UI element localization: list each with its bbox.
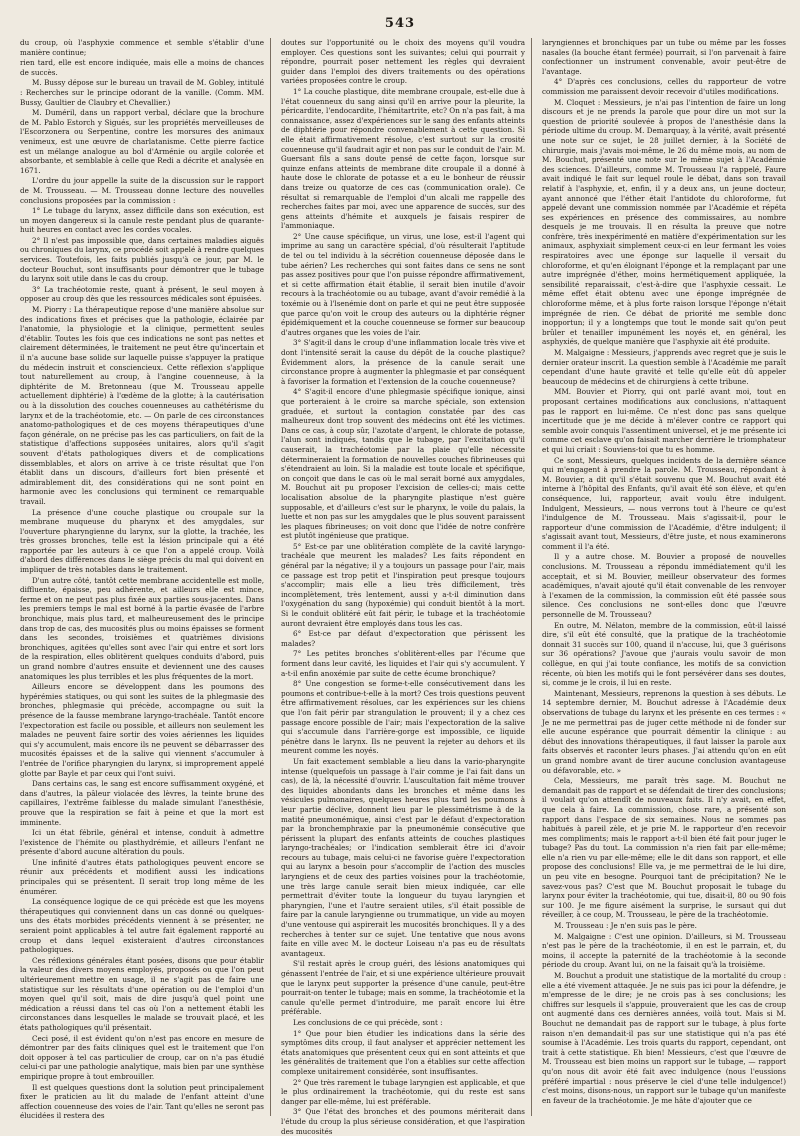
paragraph: M. Bouchut a produit une statistique de la mortalité du croup : elle a été vivement attaquée. Je ne suis pas ici pour la défendre, je m'empresse de le dire; je ne crois pas à ses conclusions; les chiffres sur lesquels il s'appuie, prouveraient que les cas de croup ont augmenté dans ces dernières années, voilà tout. Mais si M. Bouchut ne demandait pas de rapport sur le tubage, à plus forte raison n'en demandait-il pas sur une statistique qui n'a pas été soumise à l'Académie. Les trois quarts du rapport, cependant, ont trait à cette statistique. Eh bien! Messieurs, c'est que l'œuvre de M. Trousseau est bien moins un rapport sur le tubage, — rapport qu'on nous dit avoir été fait avec indulgence (nous l'eussions préféré impartial : nous préserve le ciel d'une telle indulgence!) c'est moins, disons-nous, un rapport sur le tubage qu'un manifeste en faveur de la trachéotomie. Je me hâte d'ajouter que ce xyxy=(542,971,786,1105)
paragraph: 1° La couche plastique, dite membrane croupale, est-elle due à l'état couenneux du sang ainsi qu'il en arrive pour la pleurite, la péricardite, l'endocardite, l'hémitartrite, etc? On n'a pas fait, à ma connaissance, assez d'expériences sur le sang des enfants atteints de diphtérie pour répondre convenablement à cette question. Si elle était affirmativement résolue, c'est surtout sur la crosité couenneuse qu'il faudrait agir et non pas sur le conduit de l'air. M. Guersant fils a sans doute pensé de cette façon, lorsque sur quinze enfans atteints de membrane dite croupale il a donné à haute dose le chlorate de potasse et a eu le bonheur de réussir dans treize ou quatorze de ces cas (communication orale). Ce résultat si remarquable de l'emploi d'un alcali me rappelle des recherches faites par moi, avec une apparence de succès, sur des gens atteints d'hémite et auxquels je faisais respirer de l'ammoniaque. xyxy=(281,86,525,231)
paragraph: L'ordre du jour appelle la suite de la discussion sur le rapport de M. Trousseau. — M. Trousseau donne lecture des nouvelles conclusions proposées par la commission : xyxy=(20,176,264,205)
paragraph: Ici un état fébrile, général et intense, conduit à admettre l'existence de l'hémite ou plasthydrémie, et ailleurs l'enfant ne présente d'abord aucune altération du pouls. xyxy=(20,828,264,857)
paragraph: 8° Une congestion se forme-t-elle consécutivement dans les poumons et contribue-t-elle à la mort? Ces trois questions peuvent être affirmativement résolues, car les expériences sur les chiens que l'on fait périr par strangulation le prouvent; il y a chez ces passage encore possible de l'air; mais l'expectoration de la salive qui s'accumule dans l'arrière-gorge est impossible, ce liquide pénètre dans le larynx. Ils ne peuvent la rejeter au dehors et ils meurent comme les noyés. xyxy=(281,679,525,756)
paragraph: Dans certains cas, le sang est encore suffisamment oxygéné, et dans d'autres, la pâleur violacée des lèvres, la teinte brune des capillaires, l'extrême faiblesse du malade simulant l'anesthésie, prouve que la respiration se fait à peine et que la mort est imminente. xyxy=(20,779,264,827)
paragraph: D'un autre côté, tantôt cette membrane accidentelle est molle, diffluente, épaisse, peu adhérente, et ailleurs elle est mince, ferme et on ne peut pas plus fixée aux parties sous-jacentes. Dans les premiers temps le mal est borné à la partie évasée de l'arbre bronchique, mais plus tard, et malheureusement des le principe dans trop de cas, des mucosités plus ou moins épaisses se forment dans les secondes, troisièmes et quatrièmes divisions bronchiques, agitées qu'elles sont avec l'air qui entre et sort lors de la respiration, elles oblitèrent quelques conduits d'abord, puis un grand nombre d'autres ensuite et deviennent une des causes anatomiques les plus terribles et les plus fréquentes de la mort. xyxy=(20,575,264,681)
paragraph: La présence d'une couche plastique ou croupale sur la membrane muqueuse du pharynx et des amygdales, sur l'ouverture pharyngienne du larynx, sur la glotte, la trachée, les très grosses bronches, telle est la lésion principale qui a été rapportée par les auteurs à ce que l'on a appelé croup. Voilà d'abord des différences dans le siège précis du mal qui doivent en impliquer de très notables dans le traitement. xyxy=(20,507,264,575)
paragraph: Cela, Messieurs, me paraît très sage. M. Bouchut ne demandait pas de rapport et se défendait de tirer des conclusions; il voulait qu'on attendît de nouveaux faits. Il n'y avait, en effet, que cela à faire. La commission, chose rare, a présenté son rapport dans l'espace de six semaines. Nous ne sommes pas habitués à pareil zèle, et je prie M. le rapporteur d'en recevoir mes compliments; mais le rapport a-t-il bien été fait pour juger le tubage? Pas du tout. La commission n'a rien fait par elle-même; elle n'a rien vu par elle-même; elle le dit dans son rapport, et elle propose des conclusions! Elle va, je me permettrai de le lui dire, un peu vite en besogne. Pourquoi tant de précipitation? Ne le savez-vous pas? C'est que M. Bouchut proposait le tubage du larynx pour éviter la trachéotomie, qui tue, disait-il, 80 ou 90 fois sur 100. Je me figure aisément la surprise, le sursaut qui dut réveiller, à ce coup, M. Trousseau, le père de la trachéotomie. xyxy=(542,776,786,920)
paragraph: 6° Est-ce par défaut d'expectoration que périssent les malades? xyxy=(281,629,525,648)
paragraph: 1° Le tubage du larynx, assez difficile dans son exécution, est un moyen dangereux si la canule reste pendant plus de quarante-huit heures en contact avec les cordes vocales. xyxy=(20,206,264,235)
paragraph: M. Bussy dépose sur le bureau un travail de M. Gobley, intitulé : Recherches sur le principe odorant de la vanille. (Comm. MM. Bussy, Gaultier de Claubry et Chevallier.) xyxy=(20,78,264,107)
paragraph: 3° La trachéotomie reste, quant à présent, le seul moyen à opposer au croup dès que les ressources médicales sont épuisées. xyxy=(20,284,264,304)
paragraph: M. Piorry : La thérapeutique repose d'une manière absolue sur des indications fixes et précises que la pathologie, éclairée par l'anatomie, la physiologie et la clinique, permettent seules d'établir. Toutes les fois que ces indications ne sont pas nettes et clairement déterminées, le traitement ne peut être qu'incertain et il n'a aucune base solide sur laquelle puisse s'appuyer la pratique du médecin instruit et consciencieux. Cette réflexion s'applique tout naturellement au croup, à l'angine couenneuse, à la diphtérite de M. Bretonneau (que M. Trousseau appelle actuellement diphtérie) à l'œdème de la glotte; à la cautérisation ou à la dissolution des couches couenneuses au cathétérisme du larynx et de la trachéotomie, etc. — On parle de ces circonstances anatomo-pathologiques et de ces moyens thérapeutiques d'une façon générale, on ne précise pas les cas particuliers, on fait de la statistique d'affections supposées unitaires, alors qu'il s'agit souvent d'états pathologiques divers et de complications dissemblables, et alors on arrive à ce triste résultat que l'on établit dans un discours, d'ailleurs fort bien présenté et admirablement dit, des considérations qui ne sont point en harmonie avec les conclusions qui terminent ce remarquable travail. xyxy=(20,305,264,506)
paragraph: 3° Que l'état des bronches et des poumons mériterait dans l'étude du croup la plus sérieuse considération, et que l'aspiration des mucosités xyxy=(281,1107,525,1136)
paragraph: Ces réflexions générales étant posées, disons que pour établir la valeur des divers moyens employés, proposés ou que l'on peut ultérieurement mettre en usage, il ne s'agit pas de faire une statistique sur les résultats d'une opération ou de l'emploi d'un moyen quel qu'il soit, mais de dire jusqu'à quel point une médication a réussi dans tel cas où l'on a nettement établi les circonstances dans lesquelles le malade se trouvait placé, et les états pathologiques qu'il présentait. xyxy=(20,955,264,1032)
text-columns xyxy=(20,38,786,1136)
paragraph: 2° Que très rarement le tubage laryngien est applicable, et que le plus ordinairement la trachéotomie, qui du reste est sans danger par elle-même, lui est préférable. xyxy=(281,1077,525,1106)
paragraph: MM. Bouvier et Piorry, qui ont parlé avant moi, tout en proposant certaines modifications aux conclusions, n'attaquent pas le rapport en lui-même. Ce n'est donc pas sans quelque incertitude que je me décide à m'élever contre ce rapport qui semble avoir conquis l'assentiment universel, et je me présente ici comme cet esclave qu'on faisait marcher derrière le triomphateur et qui lui criait : Souviens-toi que tu es homme. xyxy=(542,387,786,454)
paragraph: Un fait exactement semblable a lieu dans la vario-pharyngite intense (quelquefois un passage à l'air comme je l'ai fait dans un cas), de là, la nécessité d'ouvrir. L'auscultation fait même trouver des liquides abondants dans les bronches et même dans les vésicules pulmonaires, quelques heures plus tard les poumons à leur partie déclive, donnent lieu par le plessimétrisme à de la matité pneumonémique, ainsi c'est par le défaut d'expectoration par la bronchemphraxie par la pneumonémie consécutive que périssent la plupart des enfants atteints de couches plastiques laryngo-trachéales; or l'indication semblerait être ici d'avoir recours au tubage, mais celui-ci ne favorise guère l'expectoration qui au larynx a besoin pour s'accomplir de l'action des muscles laryngiens et de ceux des parties voisines pour la trachéotomie, une très large canule serait bien mieux indiquée, car elle permettrait d'éviter toute la longueur du tuyau laryngien et pharyngien, l'une et l'autre seraient utiles, s'il était possible de faire par la canule laryngienne ou trummatique, un vide au moyen d'une ventouse qui aspirerait les mucosités bronchiques. Il y a des recherches à tenter sur ce sujet. Une tentative que nous avons faite en ville avec M. le docteur Loiseau n'a pas eu de résultats avantageux. xyxy=(281,756,525,958)
paragraph: 5° Est-ce par une oblitération complète de la cavité laryngo-trachéale que meurent les malades? Les faits répondent en général par la négative; il y a toujours un passage pour l'air, mais ce passage est trop petit et l'inspiration peut presque toujours s'accomplir; mais elle a lieu très difficilement, très incomplètement, très lentement, aussi y a-t-il diminution dans l'oxygénation du sang (hypoxémie) qui conduit bientôt à la mort. Si le conduit oblitéré eût fait périr, le tubage et la trachéotomie auront devraient être employés dans tous les cas. xyxy=(281,541,525,628)
paragraph: 2° Une cause spécifique, un virus, une lose, est-il l'agent qui imprime au sang un caractère spécial, d'où résulterait l'aptitude de tel ou tel individu à la sécrétion couenneuse déposée dans le tube aérien? Les recherches qui sont faites dans ce sens ne sont pas assez positives pour que l'on puisse répondre affirmativement, et si cette affirmation était établie, il serait bien inutile d'avoir recours à la trachéotomie ou au tubage, avant d'avoir remédié à la toxémie ou à l'lsenémie dont on parle et qui ne peut être supposée que parce qu'on voit le croup des auteurs ou la diphtérie régner épidémiquement et la couche couenneuse se former sur beaucoup d'autres organes que les voies de l'air. xyxy=(281,231,525,337)
page-number: 543 xyxy=(384,16,416,31)
paragraph: Ce sont, Messieurs, quelques incidents de la dernière séance qui m'engagent à prendre la parole. M. Trousseau, répondant à M. Bouvier, a dit qu'il s'était souvenu que M. Bouchut avait été interne à l'hôpital des Enfants, qu'il avait été son élève, et qu'en conséquence, lui, rapporteur, avait voulu être indulgent. Indulgent, Messieurs, — nous verrons tout à l'heure ce qu'est l'indulgence de M. Trousseau. Mais s'agissait-il, pour le rapporteur d'une commission de l'Académie, d'être indulgent; il s'agissait avant tout, Messieurs, d'être juste, et nous examinerons comment il l'a été. xyxy=(542,455,786,551)
column-left xyxy=(20,38,271,1121)
paragraph: 3° S'agit-il dans le croup d'une inflammation locale très vive et dont l'intensité serait la cause du dépôt de la couche plastique? Évidemment alors, la présence de la canule serait une circonstance propre à augmenter la phlegmasie et par conséquent à favoriser la formation et l'extension de la couche couenneuse? xyxy=(281,338,525,386)
paragraph: Une infinité d'autres états pathologiques peuvent encore se réunir aux précédents et modifient aussi les indications principales qui se présentent. Il serait trop long même de les énumérer. xyxy=(20,857,264,896)
paragraph: M. Malgaigne : C'est une opinion. D'ailleurs, si M. Trousseau n'est pas le père de la trachéotomie, il en est le parrain, et, du moins, il accepte la paternité de la trachéotomie à la seconde période du croup. Avant lui, on ne la faisait qu'à la troisième. xyxy=(542,931,786,970)
paragraph: 7° Les petites bronches s'oblitèrent-elles par l'écume que forment dans leur cavité, les liquides et l'air qui s'y accumulent. Y a-t-il enfin anoxémie par suite de cette écume bronchique? xyxy=(281,649,525,678)
paragraph: S'il restait après le croup guéri, des lésions anatomiques qui génassent l'entrée de l'air, et si une expérience ultérieure prouvait que le larynx peut supporter la présence d'une canule, peut-être pourrait-on tenter le tubage; mais en somme, la trachéotomie et la canule qu'elle permet d'introduire, me paraît encore lui être préférable. xyxy=(281,959,525,1017)
paragraph: M. Cloquet : Messieurs, je n'ai pas l'intention de faire un long discours et je ne prends la parole que pour dire un mot sur la question de priorité soulevée à propos de l'anesthésie dans la période ultime du croup. M. Demarquay, à la vérité, avait présenté une note sur ce sujet, le 28 juillet dernier, à la Société de chirurgie, mais j'avais moi-même, le 26 du même mois, au nom de M. Bouchut, présenté une note sur le même sujet à l'Académie des sciences. D'ailleurs, comme M. Trousseau l'a rappelé, Faure avait indiqué le fait sur lequel roule le débat, dans son travail relatif à l'asphyxie, et, enfin, il y a deux ans, un jeune docteur, ayant annoncé que l'éther était l'antidote du chloroforme, fut appelé devant une commission nommée par l'Académie et répéta ses expériences en présence des commissaires, au nombre desquels je me trouvais. Il en résulta la preuve que notre confrère, très inexpérimenté en matière d'expérimentation sur les animaux, asphyxiait simplement ceux-ci en leur fermant les voies respiratoires avec une éponge sur laquelle il versait du chloroforme, et qu'en éloignant l'éponge et la remplaçant par une autre imprégnée d'éther, moins hermétiquement appliquée, la sensibilité reparaissait, c'est-à-dire que l'asphyxie cessait. Le même effet était obtenu avec une éponge imprégnée de chloroforme même, et à plus forte raison lorsque l'éponge n'était imprégnée de rien. Ce débat de priorité me semble donc inopportun; il y a longtemps que tout le monde sait qu'on peut brûler et tenailler impunément les noyés et, en général, les asphyxiés, de quelque manière que l'asphyxie ait été produite. xyxy=(542,97,786,347)
paragraph: 4° D'après ces conclusions, celles du rapporteur de votre commission me paraissent devoir recevoir d'utiles modifications. xyxy=(542,77,786,96)
paragraph: rien tard, elle est encore indiquée, mais elle a moins de chances de succès. xyxy=(20,58,264,77)
paragraph: Les conclusions de ce qui précède, sont : xyxy=(293,1017,443,1027)
paragraph: M. Malgaigne : Messieurs, j'apprends avec regret que je suis le dernier orateur inscrit. La question semble à l'Académie me paraît cependant d'une haute gravité et telle qu'elle eût dû appeler beaucoup de médecins et de chirurgiens à cette tribune. xyxy=(542,348,786,386)
paragraph: 4° S'agit-il encore d'une phlegmasie spécifique ionique, ainsi que porteraient à le croire sa marche spéciale, son extension graduée, et surtout la contagion constatée par des cas malheureux dont trop souvent des médecins ont été les victimes. Dans ce cas, à coup sûr, l'azotate d'argent, le chlorate de potasse, l'alun sont indiqués, tandis que le tubage, par l'excitation qu'il causerait, la trachéotomie par la plaie qu'elle nécessite détermineraient la formation de nouvelles couches fibrineuses qui s'étendraient au loin. Si la maladie est toute locale et spécifique, on conçoit que dans le cas où le mal serait borné aux amygdales, M. Bouchut ait pu proposer l'excision de celles-ci; mais cette localisation absolue de la pharyngite plastique n'est guère supposable, et d'ailleurs c'est sur le pharynx, le voile du palais, la luette et non pas sur les amygdales que le plus souvent paraissent les plaques fibrineuses; on voit donc que l'idée de notre confrère est plutôt ingénieuse que pratique. xyxy=(281,387,525,541)
paragraph: En outre, M. Nélaton, membre de la commission, eût-il laissé dire, s'il eût été consulté, que la pratique de la trachéotomie donnait 31 succès sur 100, quand il n'accuse, lui, que 3 guérisons sur 36 opérations? J'avoue que j'aurais voulu savoir de mon collègue, en qui j'ai toute confiance, les motifs de sa conviction récente, où bien les motifs qui le font persévérer dans ses doutes, si, comme je le crois, il lui en reste. xyxy=(542,620,786,688)
paragraph: M. Trousseau : Je n'en suis pas le père. xyxy=(554,921,697,931)
column-right xyxy=(542,38,786,1116)
paragraph: Ailleurs encore se développent dans les poumons des hypérémies statiques, ou qui sont les suites de la phlegmasie des bronches, phlegmasie qui précède, accompagne ou suit la présence de la fausse membrane laryngo-trachéale. Tantôt encore l'expectoration est facile ou possible, et ailleurs non seulement les malades ne peuvent faire sortir des voies aériennes les liquides qui s'y accumulent, mais encore ils ne peuvent se débarrasser des mucosités épaisses et de la salive qui viennent s'accumuler à l'entrée de l'orifice pharyngien du larynx, si improprement appelé glotte par Bayle et par ceux qui l'ont suivi. xyxy=(20,682,264,778)
paragraph: Maintenant, Messieurs, reprenons la question à ses débuts. Le 14 septembre dernier, M. Bouchut adresse à l'Académie deux observations de tubage du larynx et les présente en ces termes : « Je ne me permettrai pas de juger cette méthode ni de fonder sur elle aucune espérance que pourrait démentir la clinique : au début des innovations thérapeutiques, il faut laisser la parole aux faits observés et raconter leurs phases. J'ai attendu qu'on en eût un grand nombre avant de tirer aucune conclusion avantageuse ou défavorable, etc. » xyxy=(542,688,786,775)
paragraph: La conséquence logique de ce qui précède est que les moyens thérapeutiques qui conviennent dans un cas donné ou quelques-uns des états morbides précédents viennent à se présenter, ne seraient point applicables à tel autre fait également rapporté au croup et dans lequel existeraient d'autres circonstances pathologiques. xyxy=(20,897,264,955)
paragraph: du croup, où l'asphyxie commence et semble s'établir d'une manière continue; xyxy=(20,38,264,57)
column-middle xyxy=(281,38,532,1136)
paragraph: Il y a autre chose. M. Bouvier a proposé de nouvelles conclusions. M. Trousseau a répondu immédiatement qu'il les acceptait, et si M. Bouvier, meilleur observateur des formes académiques, n'avait ajouté qu'il était convenable de les renvoyer à l'examen de la commission, la commission eût été passée sous silence. Ces conclusions ne sont-elles donc que l'œuvre personnelle de M. Trousseau? xyxy=(542,552,786,620)
paragraph: doutes sur l'opportunité ou le choix des moyens qu'il voudra employer. Ces questions sont les suivantes; celui qui pourrait y répondre, pourrait poser nettement les règles qui devraient guider dans l'emploi des divers traitements ou des opérations variées proposées contre le croup. xyxy=(281,38,525,86)
paragraph: 2° Il n'est pas impossible que, dans certaines maladies aiguës ou chroniques du larynx, ce procédé soit appelé à rendre quelques services. Toutefois, les faits publiés jusqu'à ce jour, par M. le docteur Bouchut, sont insuffisants pour démontrer que le tubage du larynx soit utile dans le cas du croup. xyxy=(20,235,264,284)
paragraph: laryngiennes et bronchiques par un tube ou même par les fosses nasales (la bouche étant fermée) pourrait, si l'on parvenait à faire confectionner un instrument convenable, avoir peut-être de l'avantage. xyxy=(542,38,786,76)
paragraph: M. Duméril, dans un rapport verbal, déclare que la brochure de M. Pablo Estorch y Sigués, sur les propriétés merveilleuses de l'Escorzonera ou Serpentine, contre les morsures des animaux venimeux, est une œuvre de charlatanisme. Cette pierre factice est un mélange analogue au bol d'Arménie ou argile colorée et absorbante, et semblable à celle que Redi a décrite et analysée en 1671. xyxy=(20,108,264,175)
paragraph: 1° Que pour bien étudier les indications dans la série des symptômes dits croup, il faut analyser et apprécier nettement les états anatomiques que présentent ceux qui en sont atteints et que les généralités de traitement que l'on a établies sur cette affection complexe unitairement considérée, sont insuffisantes. xyxy=(281,1028,525,1076)
paragraph: Ceci posé, il est évident qu'on n'est pas encore en mesure de démontrer par des faits cliniques quel est le traitement que l'on doit opposer à tel cas particulier de croup, car on n'a pas étudié celui-ci par une pathologie analytique, mais bien par une synthèse empirique propre à tout embrouiller. xyxy=(20,1033,264,1081)
paragraph: Il est quelques questions dont la solution peut principalement fixer le praticien au lit du malade de l'enfant atteint d'une affection couenneuse des voies de l'air. Tant qu'elles ne seront pas élucidées il restera des xyxy=(20,1082,264,1121)
